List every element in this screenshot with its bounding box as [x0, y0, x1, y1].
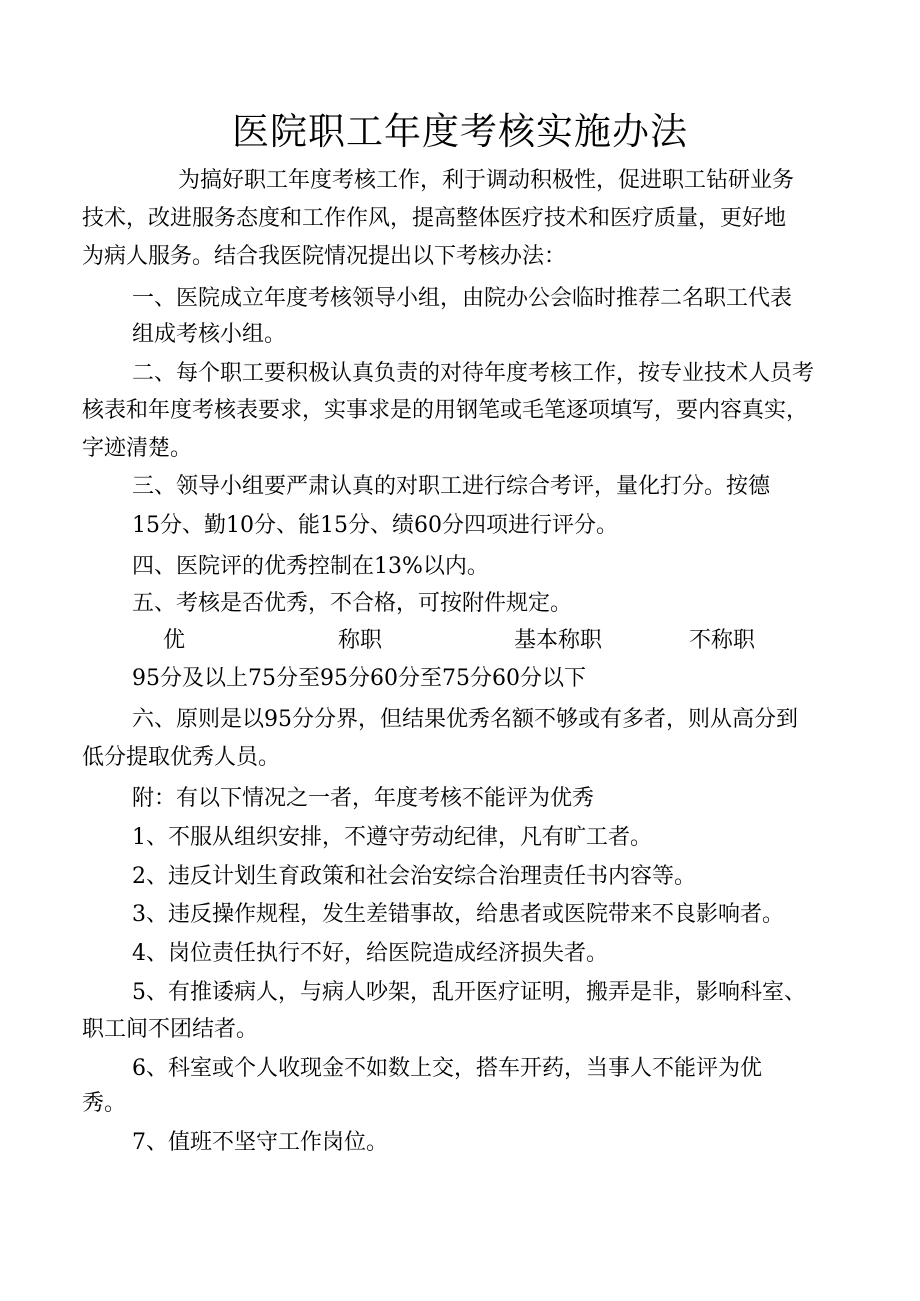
- item-5: 五、考核是否优秀，不合格，可按附件规定。: [132, 591, 573, 616]
- appendix-item-3: 3、违反操作规程，发生差错事故，给患者或医院带来不良影响者。: [132, 902, 784, 927]
- appendix-item-1: 1、不服从组织安排，不遵守劳动纪律，凡有旷工者。: [132, 825, 652, 850]
- grade-header-competent: 称职: [338, 628, 383, 653]
- item-2-line-2: 核表和年度考核表要求，实事求是的用钢笔或毛笔逐项填写，要内容真实，: [82, 398, 809, 423]
- item-2-line-3: 字迹清楚。: [82, 436, 193, 461]
- item-6-line-2: 低分提取优秀人员。: [82, 745, 281, 770]
- appendix-heading: 附：有以下情况之一者，年度考核不能评为优秀: [132, 786, 595, 811]
- appendix-item-6-line-1: 6、科室或个人收现金不如数上交，搭车开药，当事人不能评为优: [132, 1056, 762, 1081]
- item-3-line-2: 15分、勤10分、能15分、绩60分四项进行评分。: [132, 513, 618, 538]
- item-1-line-2: 组成考核小组。: [132, 322, 287, 347]
- intro-line-1: 为搞好职工年度考核工作，利于调动积极性，促进职工钻研业务: [178, 168, 795, 193]
- appendix-item-4: 4、岗位责任执行不好，给医院造成经济损失者。: [132, 941, 608, 966]
- intro-line-3: 为病人服务。结合我医院情况提出以下考核办法：: [82, 244, 567, 269]
- appendix-item-5-line-2: 职工间不团结者。: [82, 1017, 259, 1042]
- grade-header-excellent: 优: [163, 628, 186, 653]
- item-2-line-1: 二、每个职工要积极认真负责的对待年度考核工作，按专业技术人员考: [132, 361, 815, 386]
- item-4: 四、医院评的优秀控制在13%以内。: [132, 554, 489, 579]
- appendix-item-7: 7、值班不坚守工作岗位。: [132, 1130, 388, 1155]
- intro-line-2: 技术，改进服务态度和工作作风，提高整体医疗技术和医疗质量，更好地: [82, 206, 787, 231]
- appendix-item-6-line-2: 秀。: [82, 1091, 127, 1116]
- appendix-item-2: 2、违反计划生育政策和社会治安综合治理责任书内容等。: [132, 864, 696, 889]
- document-title: 医院职工年度考核实施办法: [232, 110, 688, 153]
- item-6-line-1: 六、原则是以95分分界，但结果优秀名额不够或有多者，则从高分到: [132, 707, 798, 732]
- item-1-line-1: 一、医院成立年度考核领导小组，由院办公会临时推荐二名职工代表: [132, 286, 793, 311]
- grade-header-incompetent: 不称职: [689, 628, 756, 653]
- grade-score-ranges: 95分及以上75分至95分60分至75分60分以下: [132, 666, 586, 691]
- appendix-item-5-line-1: 5、有推诿病人，与病人吵架，乱开医疗证明，搬弄是非，影响科室、: [132, 980, 806, 1005]
- grade-header-basically-competent: 基本称职: [514, 628, 603, 653]
- item-3-line-1: 三、领导小组要严肃认真的对职工进行综合考评，量化打分。按德: [132, 474, 771, 499]
